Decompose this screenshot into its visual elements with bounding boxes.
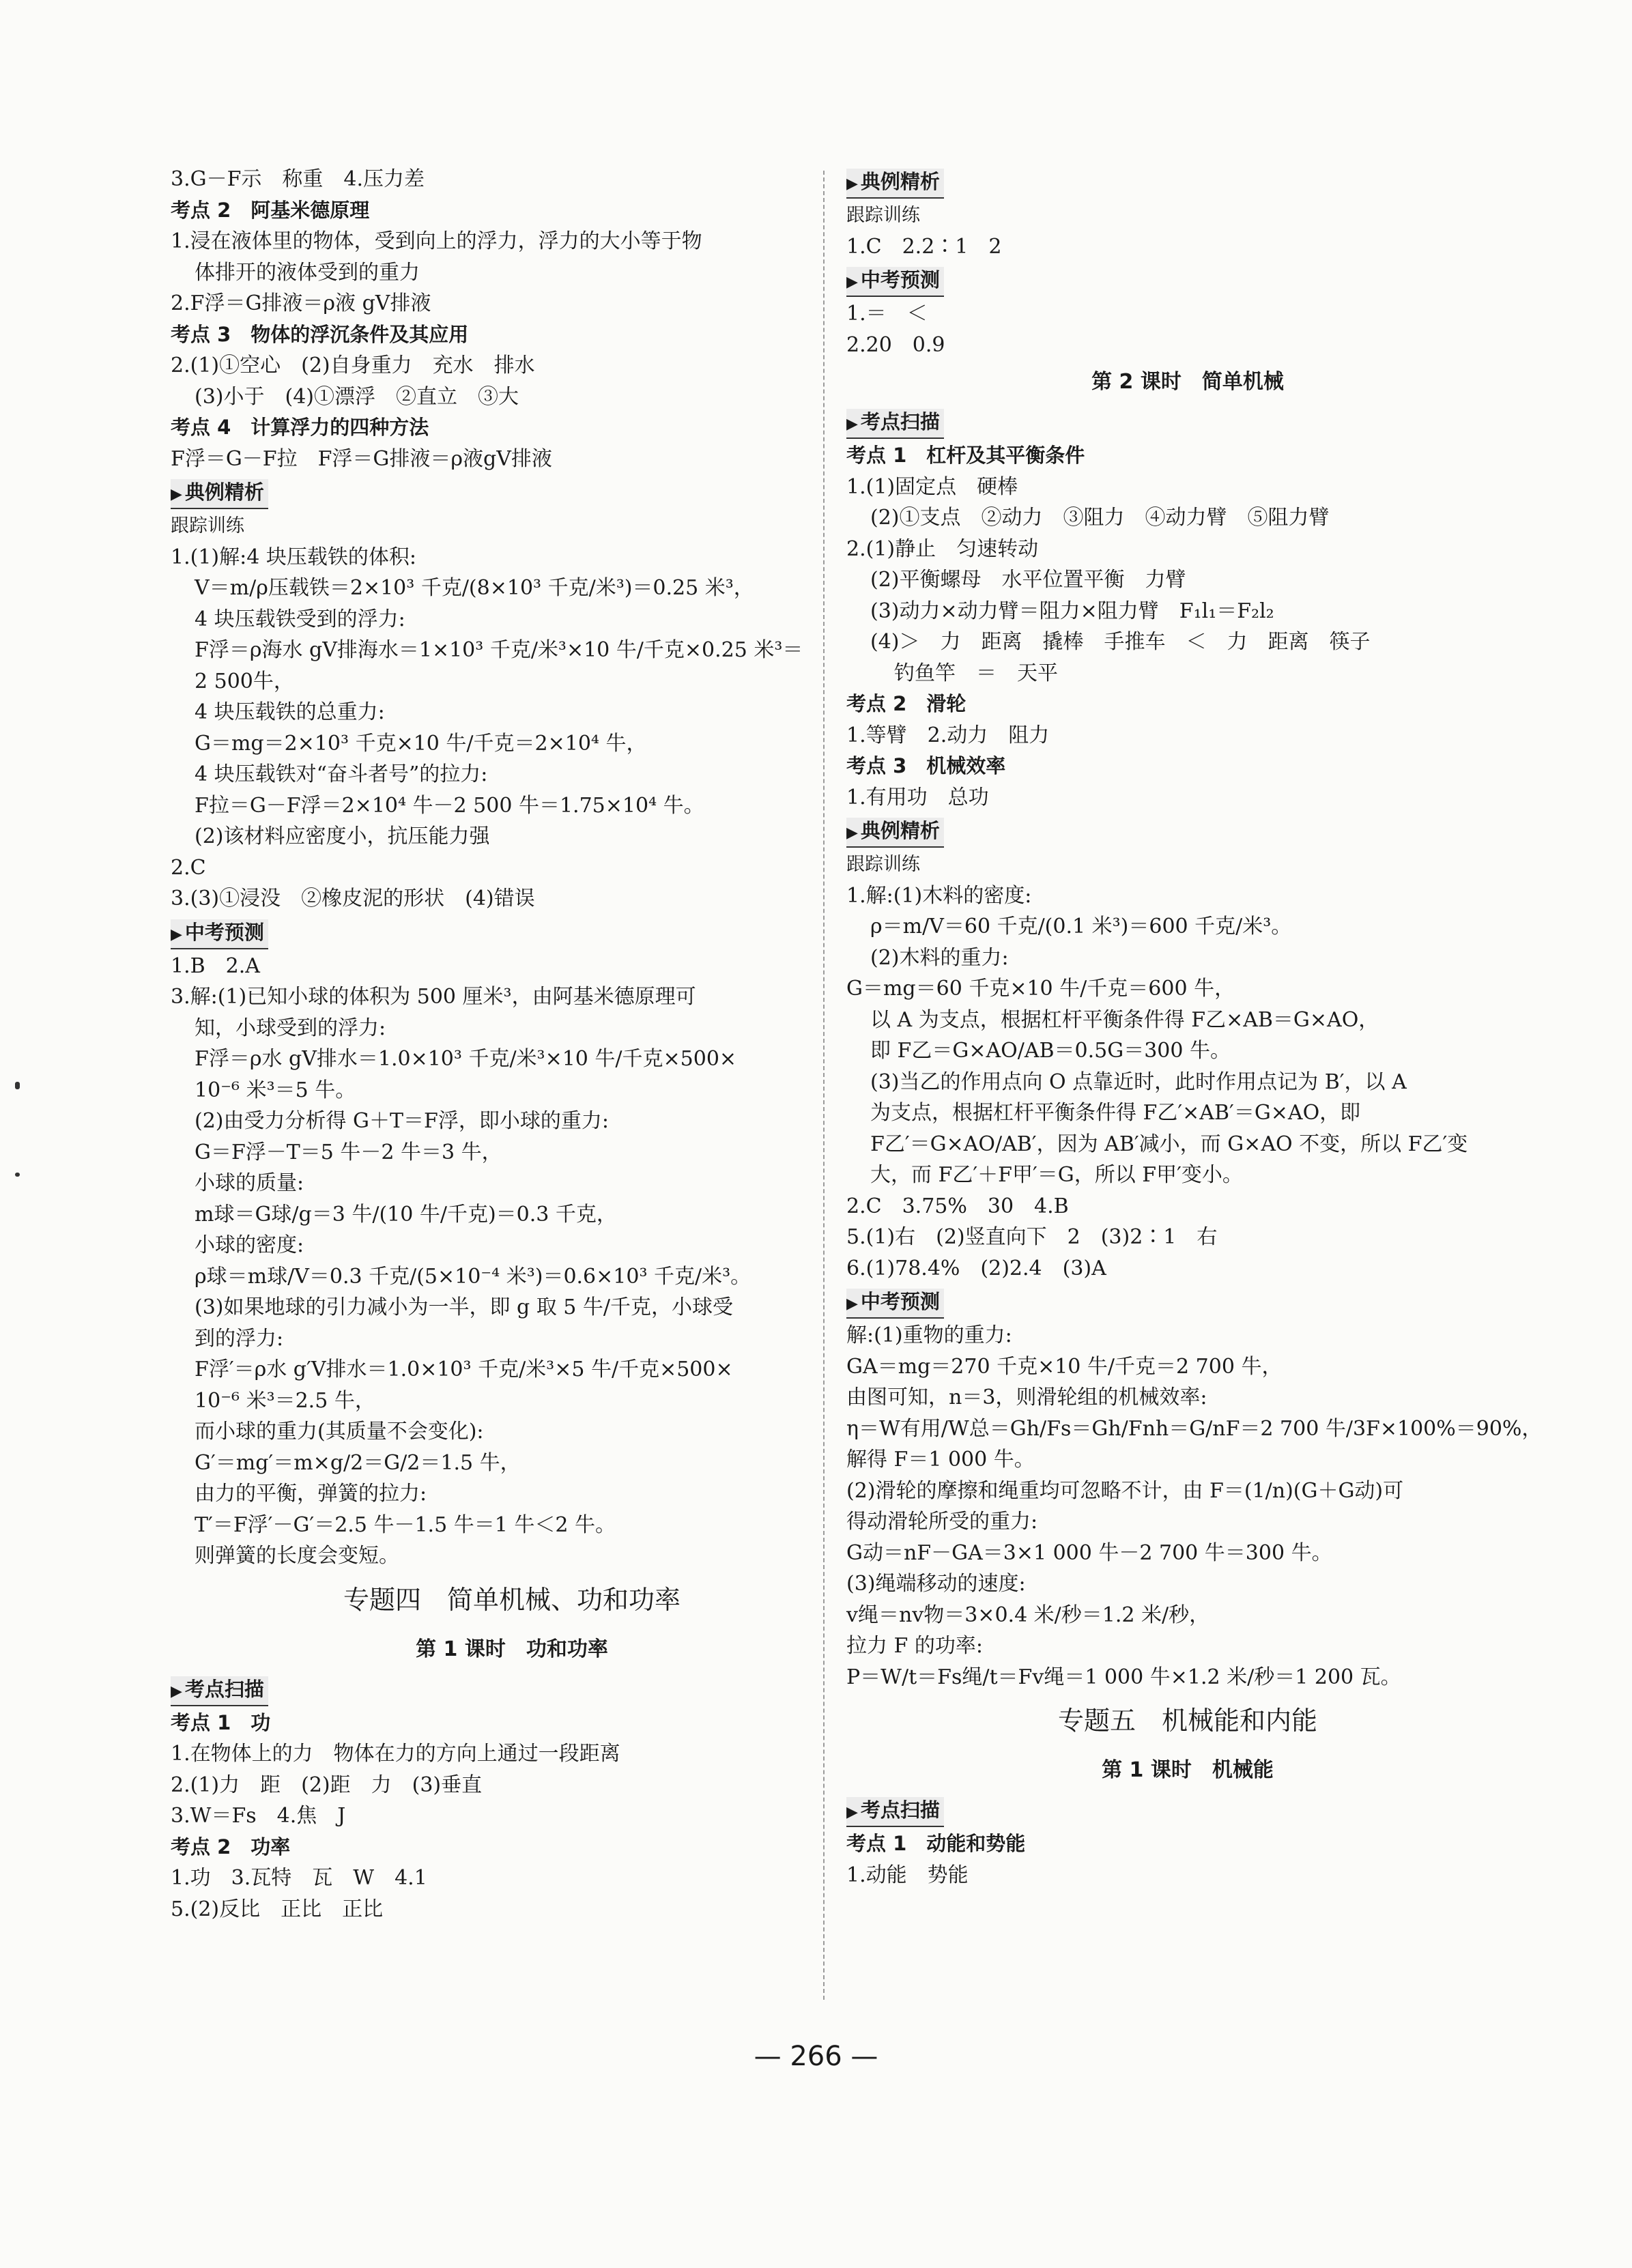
text-line: 2.(1)①空心 (2)自身重力 充水 排水 bbox=[171, 354, 535, 377]
section-tag bbox=[846, 1289, 944, 1319]
section-header bbox=[846, 1795, 1529, 1827]
kaodian-heading: 考点 2 滑轮 bbox=[846, 692, 967, 715]
text-line: 到的浮力: bbox=[195, 1326, 284, 1351]
text-line: 10⁻⁶ 米³＝2.5 牛， bbox=[195, 1388, 375, 1413]
scan-speck bbox=[15, 1082, 20, 1089]
triangle-icon: ▶ bbox=[846, 1804, 858, 1821]
section-tag bbox=[171, 1676, 268, 1706]
section-header bbox=[846, 407, 1529, 439]
kaodian-heading: 考点 2 功率 bbox=[171, 1835, 291, 1858]
lesson-title: 第 1 课时 机械能 bbox=[1102, 1758, 1274, 1782]
text-line: (2)该材料应密度小，抗压能力强 bbox=[195, 824, 490, 848]
text-line: 3.W＝Fs 4.焦 J bbox=[171, 1804, 346, 1828]
text-line: 2.20 0.9 bbox=[846, 332, 945, 357]
text-line: 小球的质量: bbox=[195, 1171, 304, 1195]
text-line: 4 块压载铁受到的浮力: bbox=[195, 607, 405, 631]
kaodian-heading: 考点 2 阿基米德原理 bbox=[171, 198, 370, 222]
topic-title: 专题四 简单机械、功和功率 bbox=[343, 1584, 681, 1615]
text-line: 1.浸在液体里的物体，受到向上的浮力，浮力的大小等于物 bbox=[171, 229, 702, 253]
text-line: 3.(3)①浸没 ②橡皮泥的形状 (4)错误 bbox=[171, 887, 535, 910]
section-header bbox=[846, 816, 1529, 848]
section-title: 中考预测 bbox=[184, 920, 264, 944]
equation-line: m球＝G球/g＝3 牛/(10 牛/千克)＝0.3 千克， bbox=[195, 1202, 617, 1226]
text-line: 跟踪训练 bbox=[171, 515, 244, 536]
kaodian-heading: 考点 4 计算浮力的四种方法 bbox=[171, 416, 429, 439]
text-line: F浮＝ρ水 gV排水＝1.0×10³ 千克/米³×10 牛/千克×500× bbox=[195, 1047, 737, 1071]
text-line: 6.(1)78.4% (2)2.4 (3)A bbox=[846, 1256, 1106, 1280]
text-line: 体排开的液体受到的重力 bbox=[195, 260, 420, 285]
section-tag bbox=[846, 169, 944, 199]
section-title: 典例精析 bbox=[184, 480, 264, 504]
equation-line: ρ＝m/V＝60 千克/(0.1 米³)＝600 千克/米³。 bbox=[870, 915, 1292, 938]
kaodian-heading: 考点 3 机械效率 bbox=[846, 754, 1006, 777]
text-line: 1.C 2.2∶1 2 bbox=[846, 234, 1002, 259]
text-line: 1.(1)固定点 硬棒 bbox=[846, 474, 1018, 499]
section-tag bbox=[846, 409, 944, 439]
text-line: F拉＝G－F浮＝2×10⁴ 牛－2 500 牛＝1.75×10⁴ 牛。 bbox=[195, 793, 704, 818]
section-title: 典例精析 bbox=[860, 819, 940, 842]
text-line: 5.(2)反比 正比 正比 bbox=[171, 1897, 384, 1921]
text-line: 解得 F＝1 000 牛。 bbox=[846, 1448, 1035, 1472]
text-line: 拉力 F 的功率: bbox=[846, 1634, 983, 1658]
text-line: η＝W有用/W总＝Gh/Fs＝Gh/Fnh＝G/nF＝2 700 牛/3F×100%＝90%， bbox=[846, 1416, 1543, 1441]
text-line: 知，小球受到的浮力: bbox=[195, 1016, 386, 1040]
triangle-icon: ▶ bbox=[846, 416, 858, 433]
kaodian-heading: 考点 1 动能和势能 bbox=[846, 1832, 1026, 1855]
text-line: 小球的密度: bbox=[195, 1233, 304, 1257]
section-header bbox=[171, 1674, 853, 1706]
triangle-icon: ▶ bbox=[846, 175, 858, 192]
text-line: GA＝mg＝270 千克×10 牛/千克＝2 700 牛， bbox=[846, 1354, 1283, 1379]
text-line: 10⁻⁶ 米³＝5 牛。 bbox=[195, 1078, 356, 1102]
text-line: 2.(1)力 距 (2)距 力 (3)垂直 bbox=[171, 1772, 483, 1797]
text-line: 1.等臂 2.动力 阻力 bbox=[846, 723, 1050, 747]
text-line: G＝mg＝2×10³ 千克×10 牛/千克＝2×10⁴ 牛， bbox=[195, 731, 647, 756]
text-line: 得动滑轮所受的重力: bbox=[846, 1510, 1038, 1534]
text-line: 1.解:(1)木料的密度: bbox=[846, 883, 1032, 908]
lesson-title: 第 1 课时 功和功率 bbox=[416, 1637, 608, 1661]
section-header bbox=[171, 917, 853, 949]
text-line: 由图可知，n＝3，则滑轮组的机械效率: bbox=[846, 1386, 1207, 1409]
text-line: 1.有用功 总功 bbox=[846, 785, 989, 809]
text-line: G动＝nF－GA＝3×1 000 牛－2 700 牛＝300 牛。 bbox=[846, 1540, 1332, 1565]
text-line: 1.＝ ＜ bbox=[846, 302, 928, 326]
text-line: (3)动力×动力臂＝阻力×阻力臂 F₁l₁＝F₂l₂ bbox=[870, 599, 1274, 623]
lesson-title: 第 2 课时 简单机械 bbox=[1091, 370, 1284, 394]
section-title: 考点扫描 bbox=[184, 1677, 264, 1701]
text-line: 5.(1)右 (2)竖直向下 2 (3)2∶1 右 bbox=[846, 1225, 1218, 1249]
text-line: (2)滑轮的摩擦和绳重均可忽略不计，由 F＝(1/n)(G＋G动)可 bbox=[846, 1478, 1404, 1503]
section-tag bbox=[171, 479, 268, 509]
triangle-icon: ▶ bbox=[171, 925, 182, 943]
text-line: 钓鱼竿 ＝ 天平 bbox=[894, 661, 1058, 685]
section-tag bbox=[171, 919, 268, 949]
text-line: 解:(1)重物的重力: bbox=[846, 1323, 1012, 1347]
text-line: (2)由受力分析得 G＋T＝F浮，即小球的重力: bbox=[195, 1109, 609, 1133]
text-line: 2.F浮＝G排液＝ρ液 gV排液 bbox=[171, 291, 431, 315]
text-line: F浮＝G－F拉 F浮＝G排液＝ρ液gV排液 bbox=[171, 446, 552, 471]
equation-line: 即 F乙＝G×AO/AB＝0.5G＝300 牛。 bbox=[870, 1039, 1231, 1063]
kaodian-heading: 考点 3 物体的浮沉条件及其应用 bbox=[171, 322, 469, 346]
text-line: (2)①支点 ②动力 ③阻力 ④动力臂 ⑤阻力臂 bbox=[870, 506, 1330, 530]
topic-title: 专题五 机械能和内能 bbox=[1057, 1706, 1317, 1736]
section-header bbox=[846, 1287, 1529, 1319]
triangle-icon: ▶ bbox=[846, 824, 858, 842]
text-line: v绳＝nv物＝3×0.4 米/秒＝1.2 米/秒， bbox=[846, 1603, 1210, 1627]
section-title: 中考预测 bbox=[860, 268, 940, 291]
text-line: (4)＞ 力 距离 撬棒 手推车 ＜ 力 距离 筷子 bbox=[870, 630, 1371, 654]
text-line: 1.B 2.A bbox=[171, 953, 260, 978]
section-header bbox=[846, 265, 1529, 297]
scan-speck bbox=[15, 1173, 20, 1177]
text-line: (3)如果地球的引力减小为一半，即 g 取 5 牛/千克，小球受 bbox=[195, 1295, 734, 1319]
text-line: G＝mg＝60 千克×10 牛/千克＝600 牛， bbox=[846, 977, 1235, 1001]
text-line: 1.在物体上的力 物体在力的方向上通过一段距离 bbox=[171, 1742, 620, 1766]
section-title: 考点扫描 bbox=[860, 1798, 940, 1822]
text-line: 3.G－F示 称重 4.压力差 bbox=[171, 167, 425, 191]
section-tag bbox=[846, 1797, 944, 1827]
text-line: 跟踪训练 bbox=[846, 205, 920, 226]
left-column bbox=[171, 164, 853, 1925]
equation-line: ρ球＝m球/V＝0.3 千克/(5×10⁻⁴ 米³)＝0.6×10³ 千克/米³。 bbox=[195, 1264, 751, 1289]
text-line: P＝W/t＝Fs绳/t＝Fv绳＝1 000 牛×1.2 米/秒＝1 200 瓦。 bbox=[846, 1665, 1401, 1689]
text-line: 4 块压载铁对“奋斗者号”的拉力: bbox=[195, 762, 488, 786]
section-title: 中考预测 bbox=[860, 1290, 940, 1313]
equation-line: F乙′＝G×AO/AB′，因为 AB′减小，而 G×AO 不变，所以 F乙′变 bbox=[870, 1132, 1468, 1156]
text-line: T′＝F浮′－G′＝2.5 牛－1.5 牛＝1 牛＜2 牛。 bbox=[195, 1512, 616, 1537]
triangle-icon: ▶ bbox=[846, 1295, 858, 1312]
text-line: (2)木料的重力: bbox=[870, 945, 1009, 970]
section-header bbox=[846, 167, 1529, 199]
text-line: 1.功 3.瓦特 瓦 W 4.1 bbox=[171, 1866, 427, 1890]
text-line: 2.(1)静止 匀速转动 bbox=[846, 536, 1039, 561]
section-title: 考点扫描 bbox=[860, 410, 940, 433]
text-line: 以 A 为支点，根据杠杆平衡条件得 F乙×AB＝G×AO， bbox=[870, 1007, 1379, 1032]
page-number: — 266 — bbox=[754, 2041, 878, 2072]
section-title: 典例精析 bbox=[860, 170, 940, 193]
right-column bbox=[846, 164, 1543, 1891]
text-line: 则弹簧的长度会变短。 bbox=[195, 1544, 399, 1568]
section-tag bbox=[846, 818, 944, 848]
triangle-icon: ▶ bbox=[846, 274, 858, 291]
equation-line: G′＝mg′＝m×g/2＝G/2＝1.5 牛， bbox=[195, 1450, 521, 1475]
text-line: (2)平衡螺母 水平位置平衡 力臂 bbox=[870, 568, 1186, 592]
text-line: 为支点，根据杠杆平衡条件得 F乙′×AB′＝G×AO，即 bbox=[870, 1101, 1361, 1125]
kaodian-heading: 考点 1 功 bbox=[171, 1710, 271, 1734]
kaodian-heading: 考点 1 杠杆及其平衡条件 bbox=[846, 444, 1085, 467]
text-line: 而小球的重力(其质量不会变化): bbox=[195, 1420, 484, 1444]
equation-line: V＝m/ρ压载铁＝2×10³ 千克/(8×10³ 千克/米³)＝0.25 米³， bbox=[195, 576, 754, 600]
text-line: 4 块压载铁的总重力: bbox=[195, 700, 385, 724]
text-line: 2.C 3.75% 30 4.B bbox=[846, 1194, 1069, 1218]
section-tag bbox=[846, 267, 944, 297]
text-line: (3)绳端移动的速度: bbox=[846, 1572, 1026, 1596]
text-line: G＝F浮－T＝5 牛－2 牛＝3 牛， bbox=[195, 1140, 502, 1164]
text-line: 3.解:(1)已知小球的体积为 500 厘米³，由阿基米德原理可 bbox=[171, 985, 696, 1009]
text-line: (3)当乙的作用点向 O 点靠近时，此时作用点记为 B′，以 A bbox=[870, 1070, 1407, 1094]
triangle-icon: ▶ bbox=[171, 1682, 182, 1700]
text-line: (3)小于 (4)①漂浮 ②直立 ③大 bbox=[195, 384, 519, 409]
text-line: 2 500牛， bbox=[195, 669, 294, 693]
text-line: 大，而 F乙′＋F甲′＝G，所以 F甲′变小。 bbox=[870, 1163, 1243, 1187]
text-line: 由力的平衡，弹簧的拉力: bbox=[195, 1482, 427, 1506]
text-line: 1.(1)解:4 块压载铁的体积: bbox=[171, 545, 416, 569]
text-line: F浮′＝ρ水 g′V排水＝1.0×10³ 千克/米³×5 牛/千克×500× bbox=[195, 1358, 733, 1381]
text-line: 跟踪训练 bbox=[846, 854, 920, 875]
text-line: 1.动能 势能 bbox=[846, 1863, 969, 1887]
triangle-icon: ▶ bbox=[171, 486, 182, 503]
section-header bbox=[171, 477, 853, 509]
text-line: 2.C bbox=[171, 855, 206, 880]
text-line: F浮＝ρ海水 gV排海水＝1×10³ 千克/米³×10 牛/千克×0.25 米³＝ bbox=[195, 638, 803, 662]
